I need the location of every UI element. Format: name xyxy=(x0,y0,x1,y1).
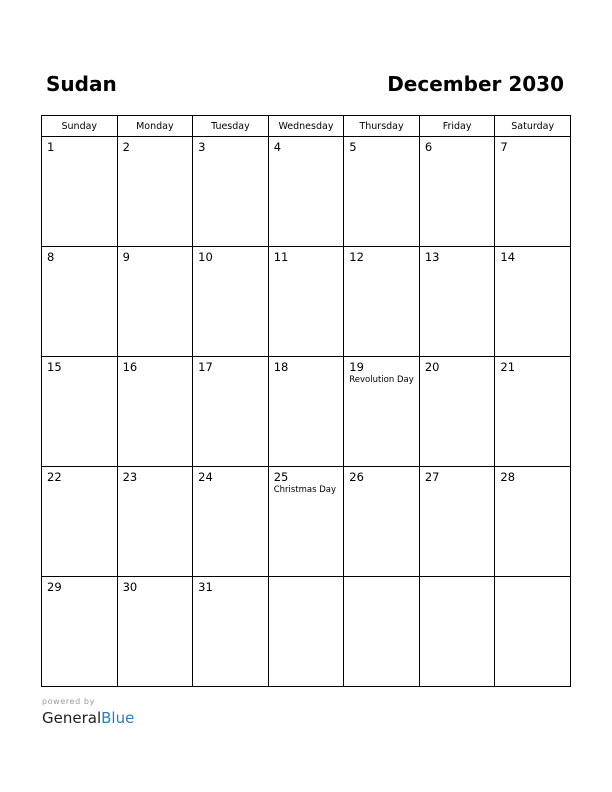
day-cell xyxy=(42,577,118,687)
day-number: 15 xyxy=(47,360,62,374)
day-cell xyxy=(268,137,344,247)
brand-name-blue: Blue xyxy=(101,709,135,727)
day-number: 10 xyxy=(198,250,213,264)
day-cell xyxy=(193,357,269,467)
powered-by-text: powered by xyxy=(42,697,95,706)
day-cell xyxy=(268,247,344,357)
week-row xyxy=(42,137,571,247)
day-number: 8 xyxy=(47,250,55,264)
brand-name-general: General xyxy=(42,709,102,727)
day-cell xyxy=(495,137,571,247)
day-number: 23 xyxy=(122,470,138,484)
day-number: 7 xyxy=(500,140,508,154)
day-number: 25 xyxy=(273,470,289,484)
day-number: 3 xyxy=(198,140,206,154)
holiday-label: Christmas Day xyxy=(273,485,337,495)
week-row xyxy=(42,467,571,577)
day-number: 24 xyxy=(198,470,213,484)
weekday-header: Wednesday xyxy=(268,116,344,137)
day-cell xyxy=(419,357,495,467)
footer-branding xyxy=(42,696,134,728)
day-cell xyxy=(42,247,118,357)
day-number: 4 xyxy=(273,140,282,154)
day-number xyxy=(420,577,495,580)
day-number: 31 xyxy=(198,580,213,594)
day-cell xyxy=(193,467,269,577)
week-row xyxy=(42,247,571,357)
day-cell xyxy=(42,137,118,247)
day-number: 30 xyxy=(122,580,138,594)
day-number: 11 xyxy=(273,250,289,264)
day-number: 21 xyxy=(500,360,516,374)
day-number: 19 xyxy=(349,360,364,374)
weekday-header: Monday xyxy=(117,116,193,137)
day-cell xyxy=(344,467,420,577)
day-number xyxy=(344,577,419,580)
weekday-header-row xyxy=(42,116,571,137)
day-cell xyxy=(117,357,193,467)
weekday-header: Friday xyxy=(419,116,495,137)
day-cell xyxy=(344,137,420,247)
week-row xyxy=(42,357,571,467)
day-number: 16 xyxy=(122,360,138,374)
day-number: 14 xyxy=(500,250,516,264)
day-number: 13 xyxy=(424,250,440,264)
day-cell xyxy=(268,467,344,577)
day-number: 27 xyxy=(424,470,440,484)
day-cell xyxy=(495,577,571,687)
day-cell xyxy=(268,577,344,687)
day-number: 29 xyxy=(47,580,62,594)
day-number: 20 xyxy=(424,360,440,374)
day-number: 2 xyxy=(122,140,130,154)
weekday-header: Saturday xyxy=(495,116,571,137)
day-cell xyxy=(495,247,571,357)
day-cell xyxy=(419,137,495,247)
day-number: 17 xyxy=(198,360,213,374)
generalblue-logo[interactable] xyxy=(42,708,134,728)
day-cell xyxy=(344,247,420,357)
day-number: 1 xyxy=(47,140,55,154)
day-number: 22 xyxy=(47,470,62,484)
day-number: 6 xyxy=(424,140,433,154)
day-cell xyxy=(42,467,118,577)
day-cell xyxy=(344,357,420,467)
weekday-header: Tuesday xyxy=(193,116,269,137)
day-cell xyxy=(419,577,495,687)
week-row xyxy=(42,577,571,687)
day-cell xyxy=(268,357,344,467)
day-cell xyxy=(117,467,193,577)
day-number: 28 xyxy=(500,470,516,484)
day-cell xyxy=(193,137,269,247)
day-cell xyxy=(193,577,269,687)
day-cell xyxy=(495,357,571,467)
day-cell xyxy=(419,247,495,357)
day-cell xyxy=(495,467,571,577)
day-cell xyxy=(42,357,118,467)
day-number: 9 xyxy=(122,250,130,264)
weekday-header: Thursday xyxy=(344,116,420,137)
calendar-grid xyxy=(41,115,571,687)
day-number xyxy=(269,577,344,580)
day-cell xyxy=(193,247,269,357)
weekday-header: Sunday xyxy=(42,116,118,137)
day-number xyxy=(495,577,570,580)
day-number: 12 xyxy=(349,250,364,264)
day-number: 5 xyxy=(349,140,357,154)
day-cell xyxy=(419,467,495,577)
day-cell xyxy=(117,577,193,687)
day-cell xyxy=(117,247,193,357)
day-cell xyxy=(344,577,420,687)
month-year-title: December 2030 xyxy=(387,72,564,96)
country-title: Sudan xyxy=(46,72,117,96)
day-cell xyxy=(117,137,193,247)
holiday-label: Revolution Day xyxy=(349,375,414,385)
day-number: 26 xyxy=(349,470,364,484)
day-number: 18 xyxy=(273,360,289,374)
